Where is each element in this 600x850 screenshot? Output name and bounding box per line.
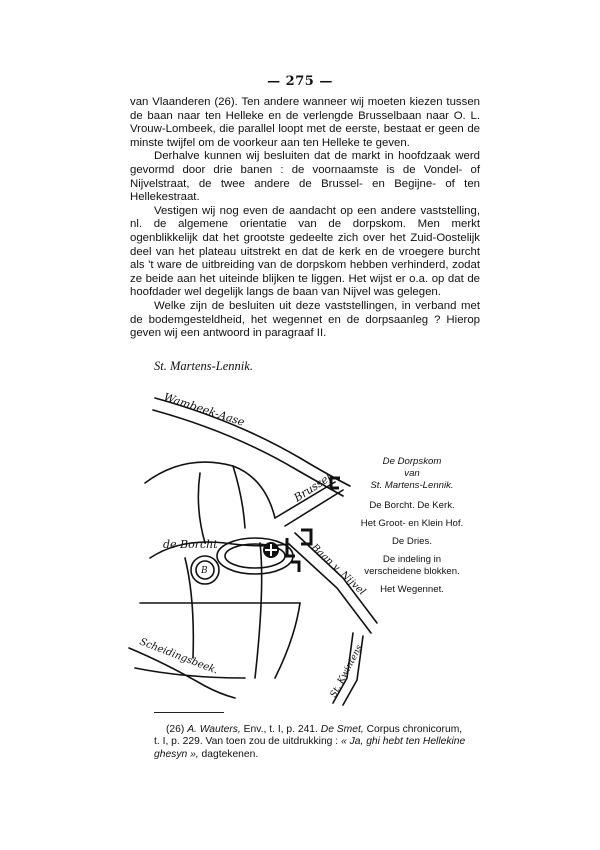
map-label-brussel: Brussel	[291, 470, 334, 505]
legend-item: De indeling in	[382, 554, 442, 565]
map-label-borcht: de Borcht	[163, 538, 218, 551]
body-text	[130, 96, 480, 341]
road-wambeek	[155, 398, 350, 486]
map-label-wambeek: Wambeek-Aase	[162, 390, 247, 429]
legend-item: De Dries.	[392, 536, 432, 547]
legend-item: Het Wegennet.	[380, 584, 444, 595]
road-curve	[198, 473, 205, 543]
footnote-ref: Env., t. I, p. 241.	[243, 724, 318, 735]
legend-van: van	[404, 468, 420, 479]
paragraph: van Vlaanderen (26). Ten andere wanneer wij moeten kiezen tussen de baan naar ten Helleke en de verlengde Brusselbaan naar O. L. Vrouw-Lombeek, die parallel loopt met de eerste, bestaat er geen de minste twijfel om de voorkeur aan ten Helleke te geven.	[130, 96, 480, 149]
road-curve	[145, 462, 275, 518]
road-curve	[135, 668, 245, 678]
legend-title: De Dorpskom	[382, 456, 442, 467]
map-label-nijvel: Baan v. Nijvel	[308, 542, 368, 598]
footnote-rule	[154, 712, 224, 713]
legend-item: verscheidene blokken.	[364, 566, 460, 577]
map-label-kwintens: St. Kwintens	[328, 643, 365, 700]
legend-item: Het Groot- en Klein Hof.	[360, 518, 464, 529]
map-label-scheidingsbeek: Scheidingsbeek.	[137, 636, 220, 677]
village-map	[125, 378, 385, 708]
road-curve	[275, 603, 300, 678]
church-icon	[263, 542, 279, 558]
footnote-author: A. Wauters,	[187, 724, 241, 735]
footnote	[154, 724, 470, 761]
paragraph: Welke zijn de besluiten uit deze vaststellingen, in verband met de bodemgesteldheid, het wegennet en de dorpsaanleg ? Hierop geven wij een antwoord in paragraaf II.	[130, 299, 480, 340]
page-number: — 275 —	[267, 74, 333, 89]
footnote-ref: Corpus chronicorum, t. I, p. 229. Van toen zou de uitdrukking :	[154, 724, 463, 748]
footnote-author: De Smet,	[320, 724, 364, 735]
road-curve	[233, 466, 245, 528]
map-legend	[352, 456, 472, 602]
footnote-quote: « Ja, ghi hebt ten Hellekine ghesyn »,	[154, 736, 466, 760]
place-title: St. Martens-Lennik.	[154, 359, 253, 373]
paragraph: Vestigen wij nog even de aandacht op een andere vaststelling, nl. de algemene orientatie van de dorpskom. Men merkt ogenblikkelijk dat het grootste gedeelte zich over het Zuid-Oostelijk deel van het plateau uitstrekt en dat de kerk en de vroegere burcht als 't ware de uitbreiding van de dorpskom hebben verhinderd, zodat ze beide aan het uiteinde blijken te liggen. Het wijst er o.a. op dat de hoofdader wel degelijk langs de baan van Nijvel was gelegen.	[130, 204, 480, 299]
map-label-borcht-letter: B	[201, 566, 208, 576]
legend-place: St. Martens-Lennik.	[370, 480, 454, 491]
footnote-marker: (26)	[166, 724, 185, 735]
paragraph: Derhalve kunnen wij besluiten dat de markt in hoofdzaak werd gevormd door drie banen : de voornaamste is de Vondel- of Nijvelstraat, de twee andere de Brussel- en Begijne- of ten Hellekestraat.	[130, 150, 480, 204]
legend-item: De Borcht. De Kerk.	[369, 500, 455, 511]
road-curve	[255, 543, 262, 678]
footnote-tail: dagtekenen.	[201, 748, 259, 760]
